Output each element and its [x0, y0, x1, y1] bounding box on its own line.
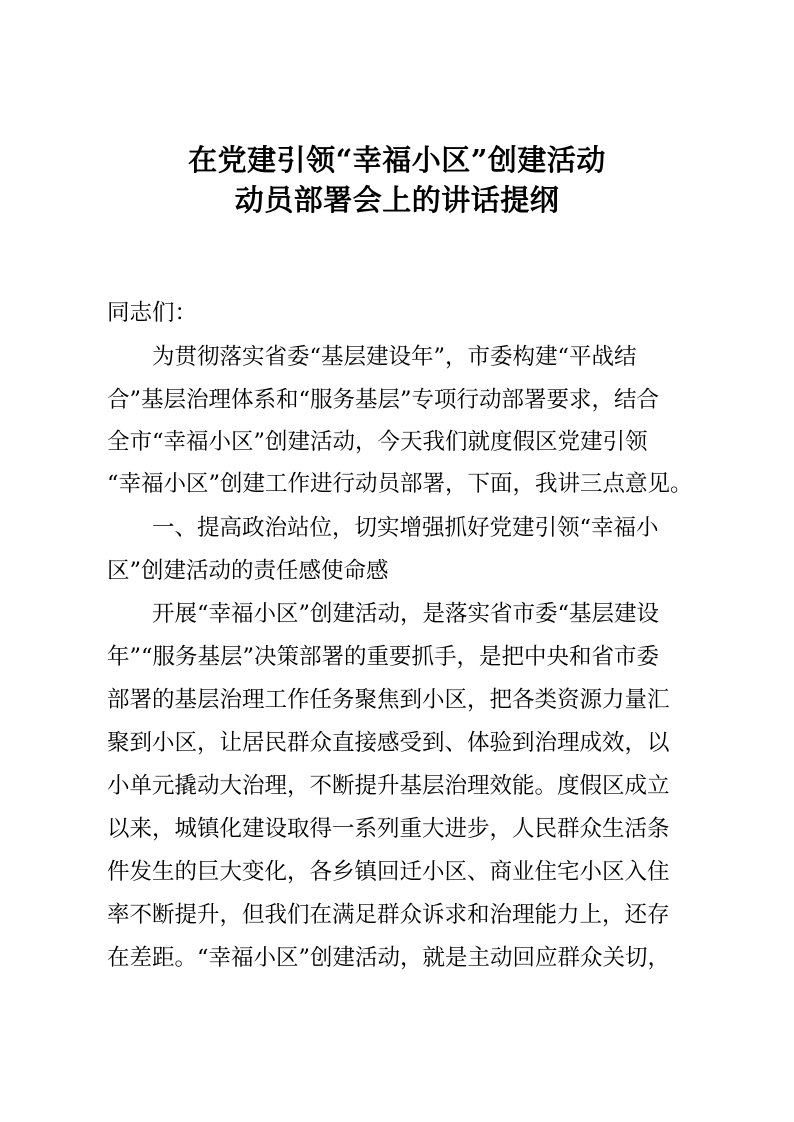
paragraph-2-line-1: 开展“幸福小区”创建活动，是落实省市委“基层建设 — [152, 601, 660, 627]
document-title-line-1: 在党建引领“幸福小区”创建活动 — [188, 143, 606, 177]
paragraph-2-line-9: 在差距。“幸福小区”创建活动，就是主动回应群众关切， — [107, 945, 671, 971]
paragraph-2-line-5: 小单元撬动大治理，不断提升基层治理效能。度假区成立 — [107, 773, 670, 799]
section-heading-line-2: 区”创建活动的责任感使命感 — [107, 558, 389, 584]
paragraph-1-line-1: 为贯彻落实省委“基层建设年”，市委构建“平战结 — [152, 344, 637, 370]
paragraph-1-line-3: 全市“幸福小区”创建活动，今天我们就度假区党建引领 — [107, 429, 648, 455]
section-heading-line-1: 一、提高政治站位，切实增强抓好党建引领“幸福小 — [152, 515, 659, 541]
paragraph-2-line-4: 聚到小区，让居民群众直接感受到、体验到治理成效，以 — [107, 730, 670, 756]
paragraph-2-line-3: 部署的基层治理工作任务聚焦到小区，把各类资源力量汇 — [107, 687, 670, 713]
paragraph-2-line-8: 率不断提升，但我们在满足群众诉求和治理能力上，还存 — [107, 902, 670, 928]
paragraph-1-line-2: 合”基层治理体系和“服务基层”专项行动部署要求，结合 — [107, 387, 660, 413]
paragraph-1-line-4: “幸福小区”创建工作进行动员部署，下面，我讲三点意见。 — [107, 471, 693, 497]
paragraph-2-line-6: 以来，城镇化建设取得一系列重大进步，人民群众生活条 — [107, 816, 670, 842]
document-title-line-2: 动员部署会上的讲话提纲 — [234, 183, 560, 217]
salutation: 同志们： — [107, 300, 198, 326]
paragraph-2-line-2: 年”“服务基层”决策部署的重要抓手，是把中央和省市委 — [107, 644, 660, 670]
paragraph-2-line-7: 件发生的巨大变化，各乡镇回迁小区、商业住宅小区入住 — [107, 859, 670, 885]
